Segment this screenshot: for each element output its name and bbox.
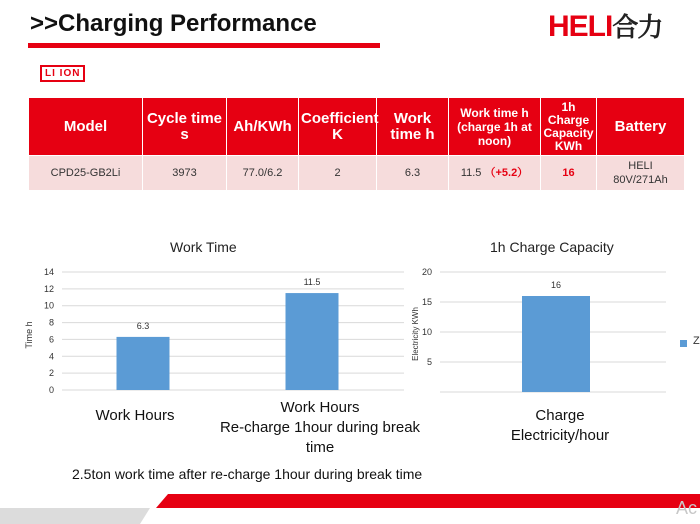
footer-white-stripe — [140, 508, 700, 524]
chart2-tick-label: 10 — [421, 327, 432, 337]
cell-coefficient: 2 — [299, 156, 377, 191]
header-work-time-noon: Work time h (charge 1h at noon) — [449, 98, 541, 156]
chart1-tick-label: 8 — [48, 317, 54, 328]
chart1-tick-label: 10 — [43, 300, 54, 311]
cell-ah-kwh: 77.0/6.2 — [227, 156, 299, 191]
spec-table — [28, 97, 685, 191]
chart1-data-label: 6.3 — [136, 320, 150, 331]
chart1-category-1: Work Hours — [95, 407, 175, 424]
footer-red-stripe — [156, 494, 700, 508]
header-work-time: Work time h — [377, 98, 449, 156]
chart2-bar — [522, 296, 590, 392]
chart1-tick-label: 6 — [48, 334, 54, 345]
chart2-tick-label: 5 — [426, 357, 432, 367]
chart1-title: Work Time — [170, 239, 237, 255]
chart2-ylabel: Electricity KWh — [411, 307, 420, 361]
logo-cn: 合力 — [612, 12, 663, 42]
header-ah-kwh: Ah/KWh — [227, 98, 299, 156]
chart1-category-2 — [195, 398, 445, 458]
heli-logo — [548, 10, 662, 44]
chart2-category-1-line2: Electricity/hour — [510, 427, 610, 444]
cell-cycle-time: 3973 — [143, 156, 227, 191]
chart2-category-1-line1: Charge — [535, 407, 585, 424]
chart1-category-2-line2: Re-charge 1hour during break — [219, 419, 421, 436]
battery-line2: 80V/271Ah — [613, 174, 668, 186]
chart2-category-1 — [480, 406, 640, 446]
caption-text: 2.5ton work time after re-charge 1hour during break time — [72, 466, 423, 482]
cell-work-time: 6.3 — [377, 156, 449, 191]
battery-line1: HELI — [628, 160, 653, 172]
li-ion-badge: LI ION — [40, 65, 85, 82]
chart1-category-2-line1: Work Hours — [280, 399, 360, 416]
watermark-text: Ac — [676, 498, 698, 518]
cell-work-time-noon — [449, 156, 541, 191]
chart2-legend-text: Z — [693, 335, 700, 347]
chart2-tick-label: 15 — [421, 297, 432, 307]
chart1-bar — [286, 293, 339, 390]
chart1-ylabel: Time h — [24, 321, 34, 349]
header-cycle-time: Cycle time s — [143, 98, 227, 156]
cell-charge-capacity — [541, 156, 597, 191]
chart1-bar — [117, 337, 170, 390]
header-battery: Battery — [597, 98, 685, 156]
table-row — [29, 156, 685, 191]
table-header-row — [29, 98, 685, 156]
chart1-category-2-line3: time — [305, 439, 335, 456]
chart2-data-label: 16 — [550, 280, 562, 290]
header-charge-capacity: 1h Charge Capacity KWh — [541, 98, 597, 156]
work-time-noon-delta: （+5.2） — [484, 167, 529, 179]
chart1-data-label: 11.5 — [303, 277, 321, 288]
charge-capacity-chart — [408, 262, 670, 398]
footer-band — [0, 494, 700, 524]
chart1-tick-label: 4 — [48, 351, 54, 362]
chart1-tick-label: 0 — [48, 385, 54, 395]
chart2-tick-label: 20 — [421, 267, 432, 277]
header-coefficient: Coefficient K — [299, 98, 377, 156]
header-model: Model — [29, 98, 143, 156]
charge-capacity-value: 16 — [562, 167, 575, 179]
cell-model: CPD25-GB2Li — [29, 156, 143, 191]
chart2-title: 1h Charge Capacity — [490, 239, 614, 255]
work-time-noon-value: 11.5 — [460, 167, 482, 179]
chart1-tick-label: 2 — [48, 368, 54, 379]
cell-battery — [597, 156, 685, 191]
work-time-chart — [18, 262, 418, 408]
chart1-tick-label: 12 — [43, 283, 54, 294]
title-underline — [28, 43, 380, 48]
chart2-legend-marker — [680, 340, 687, 347]
chart1-tick-label: 14 — [43, 267, 54, 277]
logo-text: HELI — [548, 10, 613, 43]
page-title: >>Charging Performance — [30, 10, 317, 37]
